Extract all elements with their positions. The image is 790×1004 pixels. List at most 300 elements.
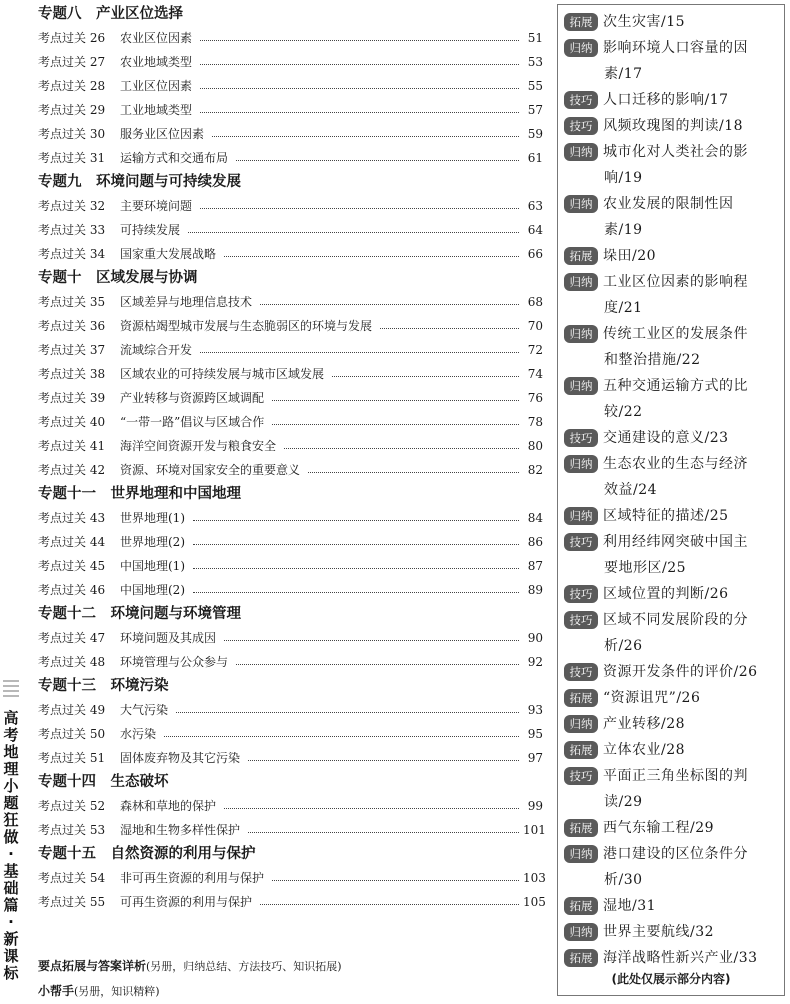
toc-entry[interactable] [38,98,543,122]
panel-tag-badge: 拓展 [564,247,598,265]
entry-title: 资源、环境对国家安全的重要意义 [120,463,301,477]
entry-code: 考点过关 53 [38,823,106,837]
entry-page: 72 [527,343,543,357]
panel-item[interactable] [564,191,782,243]
toc-entry[interactable] [38,866,546,890]
leader-dots [260,904,519,905]
panel-item-line [564,87,782,113]
panel-tag-badge: 归纳 [564,325,598,343]
entry-title: 工业地域类型 [120,103,193,117]
entry-title: 湿地和生物多样性保护 [120,823,241,837]
panel-item[interactable] [564,9,782,35]
panel-item[interactable] [564,763,782,815]
entry-page: 97 [527,751,543,765]
entry-title: “一带一路”倡议与区域合作 [120,415,265,429]
entry-page: 70 [527,319,543,333]
entry-page: 93 [527,703,543,717]
leader-dots [200,88,519,89]
tips-panel [557,4,785,996]
entry-code: 考点过关 46 [38,583,106,597]
leader-dots [200,64,519,65]
panel-item-line [564,633,782,659]
panel-tag-badge: 技巧 [564,611,598,629]
entry-title: 产业转移与资源跨区域调配 [120,391,265,405]
toc-entry[interactable] [38,50,543,74]
entry-code: 考点过关 30 [38,127,106,141]
entry-code: 考点过关 55 [38,895,106,909]
panel-tag-badge: 归纳 [564,273,598,291]
panel-item[interactable] [564,659,782,685]
entry-title: 环境管理与公众参与 [120,655,229,669]
panel-item-text: 效益/24 [604,482,658,498]
toc-entry[interactable] [38,434,543,458]
entry-page: 95 [527,727,543,741]
panel-item[interactable] [564,945,782,971]
toc-entry[interactable] [38,746,543,770]
panel-item[interactable] [564,503,782,529]
entry-title: 农业区位因素 [120,31,193,45]
panel-item[interactable] [564,737,782,763]
panel-item[interactable] [564,529,782,581]
panel-item-text: 世界主要航线/32 [603,924,715,940]
panel-item-text: 析/30 [604,872,643,888]
leader-dots [200,352,519,353]
entry-code: 考点过关 29 [38,103,106,117]
entry-code: 考点过关 31 [38,151,106,165]
section-title: 专题八 产业区位选择 [38,6,183,22]
section-heading [38,170,543,194]
entry-code: 考点过关 51 [38,751,106,765]
entry-code: 考点过关 27 [38,55,106,69]
leader-dots [193,544,519,545]
entry-code: 考点过关 35 [38,295,106,309]
panel-item-line [564,139,782,165]
panel-item-text: 西气东输工程/29 [603,820,715,836]
entry-code: 考点过关 39 [38,391,106,405]
panel-item-text: 素/17 [604,66,643,82]
entry-page: 61 [527,151,543,165]
section-heading [38,842,543,866]
entry-code: 考点过关 37 [38,343,106,357]
panel-item-line [564,867,782,893]
panel-tag-badge: 拓展 [564,819,598,837]
panel-item-line [564,607,782,633]
panel-tag-badge: 归纳 [564,845,598,863]
entry-code: 考点过关 34 [38,247,106,261]
panel-item-line [564,711,782,737]
panel-item[interactable] [564,581,782,607]
footer-helper-note: (另册，知识精粹) [74,985,160,998]
entry-title: 固体废弃物及其它污染 [120,751,241,765]
panel-tag-badge: 技巧 [564,533,598,551]
entry-code: 考点过关 40 [38,415,106,429]
leader-dots [272,424,519,425]
panel-item-text: 风频玫瑰图的判读/18 [603,118,744,134]
entry-title: 资源枯竭型城市发展与生态脆弱区的环境与发展 [120,319,373,333]
entry-title: 区域差异与地理信息技术 [120,295,253,309]
leader-dots [193,568,519,569]
leader-dots [164,736,519,737]
panel-item-text: 区域不同发展阶段的分 [603,612,748,628]
entry-page: 51 [527,31,543,45]
panel-item-text: 工业区位因素的影响程 [603,274,748,290]
panel-item-line [564,61,782,87]
toc-entry[interactable] [38,578,543,602]
toc-entry[interactable] [38,626,543,650]
panel-tag-badge: 技巧 [564,91,598,109]
entry-page: 101 [523,823,546,837]
entry-code: 考点过关 26 [38,31,106,45]
entry-title: 非可再生资源的利用与保护 [120,871,265,885]
entry-code: 考点过关 50 [38,727,106,741]
toc-entry[interactable] [38,338,543,362]
panel-tag-badge: 归纳 [564,377,598,395]
panel-item-line [564,347,782,373]
leader-dots [212,136,519,137]
section-title: 专题十四 生态破坏 [38,774,169,790]
leader-dots [236,664,519,665]
entry-title: 农业地域类型 [120,55,193,69]
leader-dots [224,808,519,809]
toc-entry[interactable] [38,218,543,242]
section-title: 专题十一 世界地理和中国地理 [38,486,241,502]
book-spine-label [0,680,22,990]
entry-page: 89 [527,583,543,597]
panel-item-text: 农业发展的限制性因 [603,196,734,212]
entry-code: 考点过关 47 [38,631,106,645]
panel-item-text: 生态农业的生态与经济 [603,456,748,472]
entry-page: 55 [527,79,543,93]
panel-item-line [564,165,782,191]
entry-code: 考点过关 52 [38,799,106,813]
panel-tag-badge: 归纳 [564,715,598,733]
panel-item-line [564,269,782,295]
panel-tag-badge: 归纳 [564,507,598,525]
panel-item[interactable] [564,139,782,191]
panel-tag-badge: 拓展 [564,897,598,915]
entry-title: 区域农业的可持续发展与城市区域发展 [120,367,325,381]
panel-item-line [564,373,782,399]
entry-page: 80 [527,439,543,453]
panel-tag-badge: 归纳 [564,455,598,473]
section-title: 专题十三 环境污染 [38,678,169,694]
panel-item[interactable] [564,685,782,711]
panel-tag-badge: 技巧 [564,585,598,603]
panel-item-text: 港口建设的区位条件分 [603,846,748,862]
panel-item[interactable] [564,841,782,893]
entry-title: 水污染 [120,727,157,741]
panel-item-line [564,659,782,685]
leader-dots [248,760,519,761]
entry-title: 大气污染 [120,703,169,717]
leader-dots [193,592,519,593]
panel-item-text: 交通建设的意义/23 [603,430,729,446]
panel-item[interactable] [564,243,782,269]
panel-item-line [564,399,782,425]
entry-title: 工业区位因素 [120,79,193,93]
panel-item-text: 产业转移/28 [603,716,686,732]
toc-entry[interactable] [38,122,543,146]
footer-answers-line [38,954,543,979]
panel-item-line [564,737,782,763]
toc-entry[interactable] [38,530,543,554]
toc-entry[interactable] [38,698,543,722]
toc-entry[interactable] [38,314,543,338]
panel-item[interactable] [564,815,782,841]
entry-title: 森林和草地的保护 [120,799,217,813]
entry-code: 考点过关 49 [38,703,106,717]
panel-item-line [564,217,782,243]
panel-item-line [564,763,782,789]
entry-code: 考点过关 41 [38,439,106,453]
panel-item-line [564,815,782,841]
entry-title: 世界地理(1) [120,511,185,525]
leader-dots [308,472,519,473]
entry-title: 主要环境问题 [120,199,193,213]
entry-code: 考点过关 42 [38,463,106,477]
panel-tag-badge: 技巧 [564,117,598,135]
panel-item[interactable] [564,321,782,373]
toc-entry[interactable] [38,890,546,914]
toc-entry[interactable] [38,650,543,674]
entry-page: 76 [527,391,543,405]
panel-item[interactable] [564,373,782,425]
panel-item-line [564,581,782,607]
entry-title: 中国地理(1) [120,559,185,573]
panel-item[interactable] [564,425,782,451]
entry-page: 59 [527,127,543,141]
leader-dots [380,328,519,329]
toc-entry[interactable] [38,26,543,50]
spine-text: 高考地理 小题狂做·基础篇·新课标 [3,709,19,982]
panel-item[interactable] [564,893,782,919]
leader-dots [188,232,519,233]
leader-dots [200,112,519,113]
panel-tag-badge: 归纳 [564,923,598,941]
entry-page: 87 [527,559,543,573]
entry-code: 考点过关 28 [38,79,106,93]
toc-footer [38,954,543,1004]
leader-dots [224,640,519,641]
table-of-contents [38,2,546,914]
toc-entry[interactable] [38,194,543,218]
toc-entry[interactable] [38,506,543,530]
panel-item[interactable] [564,87,782,113]
panel-item-line [564,789,782,815]
entry-code: 考点过关 33 [38,223,106,237]
panel-item-line [564,321,782,347]
panel-item-text: 城市化对人类社会的影 [603,144,748,160]
entry-page: 66 [527,247,543,261]
panel-item-line [564,919,782,945]
panel-tag-badge: 技巧 [564,767,598,785]
toc-entry[interactable] [38,74,543,98]
entry-code: 考点过关 45 [38,559,106,573]
panel-item[interactable] [564,711,782,737]
entry-page: 78 [527,415,543,429]
panel-item-text: 平面正三角坐标图的判 [603,768,748,784]
footer-helper-title: 小帮手 [38,984,75,998]
panel-tag-badge: 拓展 [564,689,598,707]
section-title: 专题十 区域发展与协调 [38,270,198,286]
panel-item-text: 度/21 [604,300,643,316]
entry-page: 57 [527,103,543,117]
panel-item-text: “资源诅咒”/26 [603,690,701,706]
section-heading [38,266,543,290]
panel-item-text: 读/29 [604,794,643,810]
panel-tag-badge: 归纳 [564,143,598,161]
entry-code: 考点过关 36 [38,319,106,333]
panel-item[interactable] [564,451,782,503]
toc-entry[interactable] [38,290,543,314]
panel-item-line [564,191,782,217]
panel-item-text: 影响环境人口容量的因 [603,40,748,56]
panel-item[interactable] [564,269,782,321]
footer-answers-title: 要点拓展与答案详析 [38,959,147,973]
panel-tag-badge: 归纳 [564,195,598,213]
entry-page: 103 [523,871,546,885]
leader-dots [193,520,519,521]
leader-dots [200,40,519,41]
entry-title: 海洋空间资源开发与粮食安全 [120,439,277,453]
panel-item-line [564,529,782,555]
panel-item-text: 和整治措施/22 [604,352,701,368]
panel-item-text: 要地形区/25 [604,560,687,576]
section-heading [38,482,543,506]
entry-code: 考点过关 44 [38,535,106,549]
leader-dots [284,448,519,449]
panel-item-line [564,477,782,503]
entry-page: 99 [527,799,543,813]
panel-item-text: 素/19 [604,222,643,238]
panel-tag-badge: 拓展 [564,741,598,759]
entry-page: 105 [523,895,546,909]
panel-item-text: 湿地/31 [603,898,657,914]
entry-title: 运输方式和交通布局 [120,151,229,165]
section-title: 专题十二 环境问题与环境管理 [38,606,241,622]
entry-code: 考点过关 54 [38,871,106,885]
panel-item-text: 区域位置的判断/26 [603,586,729,602]
panel-note: (此处仅展示部分内容) [611,972,731,986]
panel-item-text: 资源开发条件的评价/26 [603,664,758,680]
entry-page: 92 [527,655,543,669]
entry-title: 可持续发展 [120,223,181,237]
toc-entry[interactable] [38,458,543,482]
panel-item-line [564,425,782,451]
panel-tag-badge: 技巧 [564,429,598,447]
panel-item-line [564,9,782,35]
section-heading [38,602,543,626]
panel-item[interactable] [564,607,782,659]
leader-dots [224,256,519,257]
footer-helper-line [38,979,543,1004]
panel-item-text: 五种交通运输方式的比 [603,378,748,394]
entry-page: 86 [527,535,543,549]
entry-page: 82 [527,463,543,477]
panel-item-text: 较/22 [604,404,643,420]
entry-title: 世界地理(2) [120,535,185,549]
panel-item-line [564,503,782,529]
leader-dots [272,400,519,401]
leader-dots [236,160,519,161]
entry-title: 中国地理(2) [120,583,185,597]
leader-dots [260,304,519,305]
panel-item[interactable] [564,35,782,87]
entry-code: 考点过关 48 [38,655,106,669]
panel-item-text: 利用经纬网突破中国主 [603,534,748,550]
panel-item-text: 人口迁移的影响/17 [603,92,729,108]
leader-dots [248,832,519,833]
toc-entry[interactable] [38,146,543,170]
entry-page: 53 [527,55,543,69]
toc-entry[interactable] [38,554,543,578]
panel-item-text: 响/19 [604,170,643,186]
panel-item-line [564,451,782,477]
entry-title: 国家重大发展战略 [120,247,217,261]
spine-decoration [3,680,19,700]
entry-code: 考点过关 43 [38,511,106,525]
entry-title: 服务业区位因素 [120,127,205,141]
panel-item-line [564,35,782,61]
entry-page: 84 [527,511,543,525]
section-heading [38,674,543,698]
entry-code: 考点过关 38 [38,367,106,381]
panel-item-line [564,113,782,139]
footer-answers-note: (另册，归纳总结、方法技巧、知识拓展) [146,960,342,973]
panel-item-line [564,295,782,321]
panel-tag-badge: 拓展 [564,13,598,31]
section-title: 专题九 环境问题与可持续发展 [38,174,241,190]
panel-item-line [564,841,782,867]
panel-item-text: 立体农业/28 [603,742,686,758]
toc-entry[interactable] [38,242,543,266]
section-title: 专题十五 自然资源的利用与保护 [38,846,256,862]
toc-entry[interactable] [38,362,543,386]
leader-dots [176,712,519,713]
panel-item-line [564,555,782,581]
toc-entry[interactable] [38,410,543,434]
leader-dots [332,376,519,377]
entry-page: 63 [527,199,543,213]
panel-tag-badge: 拓展 [564,949,598,967]
entry-page: 68 [527,295,543,309]
entry-title: 可再生资源的利用与保护 [120,895,253,909]
toc-entry[interactable] [38,386,543,410]
leader-dots [272,880,519,881]
panel-item-text: 区域特征的描述/25 [603,508,729,524]
panel-item-text: 传统工业区的发展条件 [603,326,748,342]
entry-page: 90 [527,631,543,645]
panel-item-text: 海洋战略性新兴产业/33 [603,950,758,966]
toc-entry[interactable] [38,722,543,746]
entry-code: 考点过关 32 [38,199,106,213]
entry-title: 环境问题及其成因 [120,631,217,645]
panel-item-line [564,243,782,269]
panel-item[interactable] [564,919,782,945]
section-heading [38,2,543,26]
panel-item-line [564,685,782,711]
entry-page: 74 [527,367,543,381]
toc-entry[interactable] [38,794,543,818]
leader-dots [200,208,519,209]
panel-item-text: 次生灾害/15 [603,14,686,30]
section-heading [38,770,543,794]
toc-entry[interactable] [38,818,546,842]
entry-page: 64 [527,223,543,237]
panel-tag-badge: 技巧 [564,663,598,681]
panel-item-text: 垛田/20 [603,248,657,264]
panel-item[interactable] [564,113,782,139]
